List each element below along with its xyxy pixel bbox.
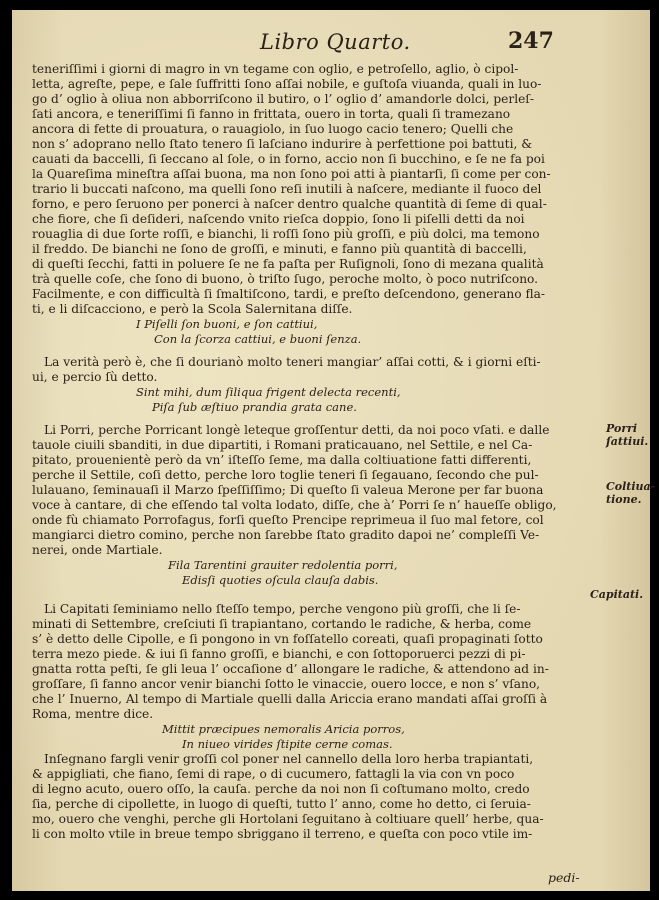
body-line: tauole ciuili sbanditi, in due dipartiti, i Romani praticauano, nel Settile, e nel Ca-	[32, 438, 533, 452]
book-page	[12, 10, 656, 891]
body-line: gnatta rotta peſti, ſe gli leua l’ occaſione d’ allongare le radiche, & attendono ad in-	[32, 662, 549, 676]
body-line: voce à cantare, di che eſſendo tal volta lodato, diſſe, che à’ Porri ſe n’ haueſſe obligo,	[32, 498, 557, 512]
body-line: ſia, perche di cipollette, in luogo di queſti, tutto l’ anno, come ho detto, ci ſeruia-	[32, 797, 531, 811]
verse-line: Fila Tarentini grauiter redolentia porri,	[168, 558, 398, 572]
body-line: nerei, onde Martiale.	[32, 543, 163, 557]
body-line: s’ è detto delle Cipolle, e ſi pongono in vn foſſatello coreati, quaſi propaginati ſotto	[32, 632, 543, 646]
body-line: letta, agreſte, pepe, e ſale ſuffritti ſono aſſai nobile, e guſtoſa viuanda, quali in luo-	[32, 77, 542, 91]
verse-line: Piſa ſub æſtiuo prandia grata cane.	[152, 400, 357, 414]
body-line: lulauano, ſeminauaſi il Marzo ſpeſſiſſimo; Di queſto ſi valeua Merone per far buona	[32, 483, 544, 497]
margin-note-capitati: Capitati.	[590, 588, 644, 601]
body-line: di queſti ſecchi, fatti in poluere ſe ne fa paſta per Ruſignoli, ſono di mezana qualità	[32, 257, 544, 271]
margin-note-porri: Porri ſattiui.	[606, 422, 649, 448]
body-line: rouaglia di due ſorte roſſi, e bianchi, li roſſi ſono più groſſi, e più dolci, ma temono	[32, 227, 540, 241]
body-line: terra mezo piede. & iui ſi fanno groſſi, e bianchi, e con ſottoporuerci pezzi di pi-	[32, 647, 526, 661]
text-block-upper	[32, 62, 587, 588]
body-line: la Quareſima mineſtra aſſai buona, ma non ſono poi atti à piantarſi, ſi come per con-	[32, 167, 551, 181]
body-line: forno, e pero ſeruono per ponerci à naſcer dentro qualche quantità di ſeme di qual-	[32, 197, 547, 211]
verse-line: Edisſi quoties oſcula clauſa dabis.	[182, 573, 379, 587]
verse-line: Sint mihi, dum ſiliqua frigent delecta recenti,	[136, 385, 401, 399]
body-line: di legno acuto, ouero oſſo, la cauſa. perche da noi non ſi coſtumano molto, credo	[32, 782, 530, 796]
verse-line: In niueo virides ſtipite cerne comas.	[182, 737, 393, 751]
body-line: Li Porri, perche Porricant longè leteque groſſentur detti, da noi poco vſati. e dalle	[44, 423, 550, 437]
body-line: teneriſſimi i giorni di magro in vn tegame con oglio, e petroſello, aglio, ò cipol-	[32, 62, 519, 76]
body-line: go d’ oglio à oliua non abborriſcono il butiro, o l’ oglio d’ amandorle dolci, perleſ-	[32, 92, 534, 106]
body-line: il freddo. De bianchi ne ſono de groſſi, e minuti, e fanno più quantità di baccelli,	[32, 242, 527, 256]
body-line: La verità però è, che ſi dourianò molto teneri mangiar’ aſſai cotti, & i giorni eſti-	[44, 355, 541, 369]
body-line: Inſegnano fargli venir groſſi col poner nel cannello della loro herba trapiantati,	[44, 752, 534, 766]
body-line: mo, ouero che venghi, perche gli Hortolani ſeguitano à coltiuare quell’ herbe, qua-	[32, 812, 544, 826]
body-line: ui, e percio ſù detto.	[32, 370, 158, 384]
body-line: mangiarci dietro comino, perche non ſarebbe ſtato gradito dapoi ne’ compleſſi Ve-	[32, 528, 540, 542]
body-line: onde fù chiamato Porrofagus, forſi queſto Prencipe reprimeua il ſuo mal fetore, col	[32, 513, 544, 527]
text-block-lower	[32, 602, 587, 842]
body-line: cauati da baccelli, ſi ſeccano al ſole, o in forno, accio non ſi bucchino, e ſe ne fa poi	[32, 152, 545, 166]
body-line: Facilmente, e con difficultà ſi ſmaltiſcono, tardi, e preſto deſcendono, generano fla-	[32, 287, 545, 301]
body-line: ſati ancora, e teneriſſimi ſi fanno in frittata, ouero in torta, quali ſi tramezano	[32, 107, 511, 121]
body-line: minati di Settembre, creſciuti ſi trapiantano, cortando le radiche, & herba, come	[32, 617, 532, 631]
body-line: Roma, mentre dice.	[32, 707, 154, 721]
verse-line: I Piſelli ſon buoni, e ſon cattiui,	[136, 317, 318, 331]
page-header	[12, 24, 650, 54]
body-line: perche il Settile, coſi detto, perche loro toglie teneri ſi ſegauano, ſecondo che pul-	[32, 468, 539, 482]
body-line: che fiore, che ſi deſideri, naſcendo vnito rieſca doppio, ſono li piſelli detti da noi	[32, 212, 525, 226]
body-line: ti, e li diſcacciono, e però la Scola Salernitana diſſe.	[32, 302, 353, 316]
verse-line: Con la ſcorza cattiui, e buoni ſenza.	[154, 332, 362, 346]
catchword: pedi-	[548, 870, 580, 885]
body-line: groſſare, ſi fanno ancor venir bianchi ſotto le vinaccie, ouero locce, e non s’ vſano,	[32, 677, 541, 691]
body-line: che l’ Inuerno, Al tempo di Martiale quelli dalla Ariccia erano mandati aſſai groſſi à	[32, 692, 548, 706]
body-line: li con molto vtile in breue tempo sbriggano il terreno, e queſta con poco vtile im-	[32, 827, 533, 841]
page-number: 247	[508, 28, 554, 54]
body-line: trario li buccati naſcono, ma quelli ſono reſi inutili à naſcere, mediante il fuoco del	[32, 182, 542, 196]
body-line: ancora di fette di prouatura, o rauagiolo, in ſuo luogo cacio tenero; Quelli che	[32, 122, 514, 136]
body-line: pitato, prouenientè però da vn’ iſteſſo ſeme, ma dalla coltiuatione fatti differenti,	[32, 453, 532, 467]
running-title: Libro Quarto.	[260, 30, 411, 54]
verse-line: Mittit præcipues nemoralis Aricia porros,	[162, 722, 405, 736]
body-line: non s’ adoprano nello ſtato tenero ſi laſciano indurire à perfettione poi battuti, &	[32, 137, 533, 151]
margin-note-coltiuatione: Coltiua- tione.	[606, 480, 656, 506]
body-line: Li Capitati ſeminiamo nello ſteſſo tempo, perche vengono più groſſi, che li ſe-	[44, 602, 521, 616]
body-line: trà quelle coſe, che ſono di buono, ò triſto ſugo, peroche molto, ò poco nutriſcono.	[32, 272, 539, 286]
body-line: & appigliati, che fiano, ſemi di rape, o di cucumero, fattagli la via con vn poco	[32, 767, 515, 781]
